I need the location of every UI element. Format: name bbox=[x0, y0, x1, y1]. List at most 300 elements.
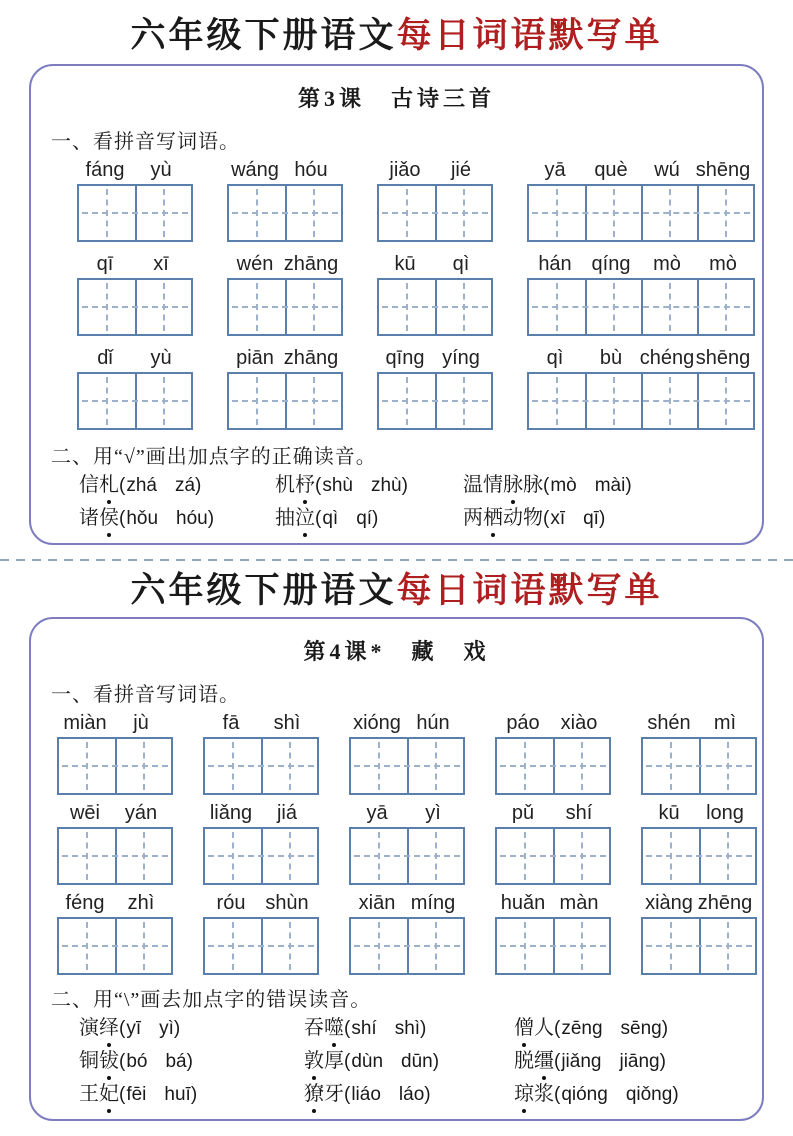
writing-cell bbox=[643, 919, 699, 973]
pinyin-syllables bbox=[349, 711, 461, 735]
open-paren: ( bbox=[315, 474, 322, 496]
writing-grid bbox=[77, 184, 193, 242]
pinyin-syllable: mò bbox=[709, 252, 737, 275]
sheet-type-title-text: 每日词语默写单 bbox=[396, 16, 663, 55]
writing-grid bbox=[203, 827, 319, 885]
pinyin-word-box bbox=[57, 801, 173, 885]
pinyin-options bbox=[554, 1018, 668, 1039]
char: 信 bbox=[79, 473, 99, 496]
pinyin-row bbox=[77, 158, 751, 242]
close-paren: ) bbox=[659, 1050, 666, 1072]
pinyin-syllable: liǎng bbox=[209, 801, 253, 824]
pinyin-syllable: huǎn bbox=[500, 891, 546, 914]
pinyin-option: jiāng bbox=[619, 1050, 660, 1072]
pinyin-syllable: fā bbox=[222, 711, 240, 734]
dotted-char: 僧 bbox=[514, 1014, 534, 1043]
pinyin-syllable: bù bbox=[599, 346, 623, 369]
writing-cell bbox=[379, 186, 435, 240]
pinyin-option: qī bbox=[583, 507, 599, 529]
pinyin-word-box bbox=[495, 801, 611, 885]
pinyin-options bbox=[315, 508, 378, 529]
char: 物 bbox=[523, 506, 543, 529]
writing-grid bbox=[527, 278, 755, 336]
pinyin-option: bó bbox=[126, 1050, 148, 1072]
pinyin-options bbox=[554, 1084, 679, 1105]
pinyin-syllables bbox=[203, 801, 315, 825]
pinyin-syllables bbox=[527, 252, 751, 276]
open-paren: ( bbox=[119, 474, 126, 496]
dictation-word bbox=[79, 507, 119, 529]
pinyin-syllables bbox=[377, 158, 489, 182]
close-paren: ) bbox=[672, 1083, 679, 1105]
grade-title-text: 六年级下册语文 bbox=[130, 570, 397, 610]
writing-cell bbox=[697, 280, 753, 334]
pinyin-syllable: miàn bbox=[63, 711, 107, 734]
dictation-item bbox=[514, 1080, 744, 1109]
writing-cell bbox=[641, 280, 697, 334]
pinyin-syllable: pǔ bbox=[511, 801, 535, 824]
pinyin-word-box bbox=[203, 891, 319, 975]
page-title bbox=[0, 569, 793, 613]
pinyin-syllable: mò bbox=[653, 252, 681, 275]
dotted-char: 敦 bbox=[304, 1047, 324, 1076]
pinyin-word-box bbox=[227, 252, 343, 336]
writing-cell bbox=[59, 829, 115, 883]
pinyin-option: shù bbox=[322, 474, 353, 496]
writing-cell bbox=[585, 374, 641, 428]
open-paren: ( bbox=[543, 507, 550, 529]
pinyin-syllable: long bbox=[706, 801, 744, 824]
pinyin-row bbox=[57, 801, 744, 885]
writing-grid bbox=[349, 917, 465, 975]
pinyin-syllable: shēng bbox=[695, 158, 751, 181]
pinyin-option: zhù bbox=[370, 474, 402, 496]
pinyin-word-box bbox=[377, 158, 493, 242]
writing-cell bbox=[285, 186, 341, 240]
pinyin-syllable: xī bbox=[153, 252, 169, 275]
pinyin-options bbox=[119, 475, 201, 496]
writing-cell bbox=[79, 374, 135, 428]
pinyin-option: zá bbox=[174, 474, 196, 496]
writing-cell bbox=[351, 739, 407, 793]
pinyin-syllables bbox=[227, 252, 339, 276]
pinyin-syllable: xióng bbox=[353, 711, 401, 734]
open-paren: ( bbox=[344, 1017, 351, 1039]
writing-cell bbox=[79, 280, 135, 334]
writing-cell bbox=[529, 374, 585, 428]
pinyin-option: qí bbox=[356, 507, 373, 529]
section-two-label: 二、用“\”画去加点字的错误读音。 bbox=[51, 988, 372, 1011]
lesson-title: 第3课 古诗三首 bbox=[297, 85, 495, 111]
dotted-char: 侯 bbox=[99, 504, 119, 533]
pinyin-syllable: jiá bbox=[276, 801, 297, 824]
open-paren: ( bbox=[344, 1083, 351, 1105]
char: 脱 bbox=[514, 1049, 534, 1072]
dotted-char: 噬 bbox=[324, 1014, 344, 1043]
writing-cell bbox=[205, 829, 261, 883]
close-paren: ) bbox=[372, 507, 379, 529]
close-paren: ) bbox=[661, 1017, 669, 1039]
writing-cell bbox=[351, 829, 407, 883]
open-paren: ( bbox=[554, 1050, 561, 1072]
writing-grid bbox=[349, 737, 465, 795]
writing-cell bbox=[553, 829, 609, 883]
writing-cell bbox=[641, 186, 697, 240]
pinyin-options bbox=[344, 1051, 439, 1072]
pinyin-syllables bbox=[77, 252, 189, 276]
open-paren: ( bbox=[119, 1017, 126, 1039]
dictation-word bbox=[304, 1083, 344, 1105]
pinyin-syllables bbox=[527, 346, 751, 370]
writing-grid bbox=[203, 737, 319, 795]
close-paren: ) bbox=[420, 1017, 427, 1039]
pinyin-option: yì bbox=[159, 1017, 174, 1039]
writing-cell bbox=[529, 280, 585, 334]
dictation-word bbox=[304, 1050, 344, 1072]
writing-grid bbox=[495, 827, 611, 885]
pinyin-syllable: wú bbox=[654, 158, 680, 181]
pinyin-options bbox=[344, 1084, 431, 1105]
pinyin-syllable: róu bbox=[216, 891, 246, 914]
pinyin-word-box bbox=[57, 891, 173, 975]
pinyin-syllables bbox=[641, 801, 753, 825]
close-paren: ) bbox=[432, 1050, 440, 1072]
writing-cell bbox=[135, 374, 191, 428]
writing-cell bbox=[285, 374, 341, 428]
pinyin-syllables bbox=[57, 891, 169, 915]
pinyin-syllable: yù bbox=[150, 158, 172, 181]
pronunciation-items bbox=[79, 471, 744, 533]
pinyin-syllable: míng bbox=[410, 891, 456, 914]
pinyin-syllable: wáng bbox=[231, 158, 279, 181]
dictation-word bbox=[514, 1050, 554, 1072]
pinyin-option: qióng bbox=[561, 1083, 608, 1105]
char: 抽 bbox=[275, 506, 295, 529]
pinyin-word-box bbox=[349, 891, 465, 975]
pinyin-syllable: kū bbox=[658, 801, 680, 824]
pinyin-option: jiǎng bbox=[561, 1050, 602, 1072]
dotted-char: 缰 bbox=[534, 1047, 554, 1076]
pinyin-syllable: màn bbox=[559, 891, 599, 914]
pinyin-word-box bbox=[527, 252, 755, 336]
pinyin-options bbox=[554, 1051, 666, 1072]
pinyin-option: bá bbox=[165, 1050, 187, 1072]
dotted-char: 绎 bbox=[99, 1014, 119, 1043]
writing-grid bbox=[377, 372, 493, 430]
pinyin-syllable: wēi bbox=[69, 801, 100, 824]
writing-grid bbox=[57, 827, 173, 885]
pinyin-option: hǒu bbox=[126, 507, 159, 529]
writing-grid bbox=[227, 184, 343, 242]
char: 诸 bbox=[79, 506, 99, 529]
writing-cell bbox=[135, 280, 191, 334]
close-paren: ) bbox=[186, 1050, 193, 1072]
writing-cell bbox=[641, 374, 697, 428]
pinyin-syllable: yì bbox=[425, 801, 441, 824]
char: 牙 bbox=[324, 1082, 344, 1105]
writing-cell bbox=[205, 919, 261, 973]
pinyin-grid-rows bbox=[77, 158, 751, 430]
writing-grid bbox=[527, 372, 755, 430]
writing-grid bbox=[641, 827, 757, 885]
pinyin-syllable: zhēng bbox=[697, 891, 753, 914]
pinyin-syllable: xiān bbox=[358, 891, 396, 914]
grade-title-text: 六年级下册语文 bbox=[130, 16, 397, 55]
pinyin-word-box bbox=[641, 891, 757, 975]
dictation-item bbox=[79, 471, 275, 500]
writing-grid bbox=[57, 737, 173, 795]
pinyin-syllable: wén bbox=[236, 252, 274, 275]
pinyin-syllable: mì bbox=[713, 711, 737, 734]
dictation-item bbox=[79, 1047, 304, 1076]
pinyin-syllables bbox=[377, 252, 489, 276]
pinyin-syllables bbox=[349, 801, 461, 825]
pinyin-word-box bbox=[77, 158, 193, 242]
writing-cell bbox=[497, 919, 553, 973]
writing-grid bbox=[77, 372, 193, 430]
writing-cell bbox=[407, 739, 463, 793]
dictation-word bbox=[275, 474, 315, 496]
char: 吞 bbox=[304, 1016, 324, 1039]
pinyin-syllables bbox=[495, 801, 607, 825]
dictation-item bbox=[304, 1080, 514, 1109]
char: 机 bbox=[275, 473, 295, 496]
dictation-word bbox=[463, 474, 543, 496]
pinyin-options bbox=[344, 1018, 426, 1039]
pinyin-syllables bbox=[57, 801, 169, 825]
pinyin-option: dūn bbox=[401, 1050, 433, 1072]
open-paren: ( bbox=[543, 474, 550, 496]
writing-grid bbox=[227, 372, 343, 430]
dictation-item bbox=[514, 1014, 744, 1043]
pinyin-syllable: jié bbox=[450, 158, 471, 181]
writing-cell bbox=[407, 919, 463, 973]
pinyin-syllable: yā bbox=[544, 158, 566, 181]
pinyin-word-box bbox=[349, 801, 465, 885]
pinyin-word-box bbox=[227, 158, 343, 242]
dotted-char: 泣 bbox=[295, 504, 315, 533]
pinyin-options bbox=[543, 508, 605, 529]
pinyin-syllable: xiàng bbox=[645, 891, 693, 914]
writing-cell bbox=[115, 829, 171, 883]
pinyin-option: qiǒng bbox=[625, 1083, 673, 1105]
writing-grid bbox=[349, 827, 465, 885]
writing-cell bbox=[115, 739, 171, 793]
dictation-item bbox=[275, 471, 463, 500]
writing-cell bbox=[699, 919, 755, 973]
writing-cell bbox=[699, 829, 755, 883]
close-paren: ) bbox=[207, 507, 215, 529]
char: 两 bbox=[463, 506, 483, 529]
dotted-char: 札 bbox=[99, 471, 119, 500]
pinyin-options bbox=[119, 1018, 180, 1039]
char: 温 bbox=[463, 473, 483, 496]
pinyin-syllable: hán bbox=[538, 252, 572, 275]
writing-cell bbox=[497, 739, 553, 793]
writing-cell bbox=[115, 919, 171, 973]
close-paren: ) bbox=[195, 474, 202, 496]
dotted-char: 钹 bbox=[99, 1047, 119, 1076]
dictation-word bbox=[304, 1017, 344, 1039]
writing-grid bbox=[57, 917, 173, 975]
pinyin-word-box bbox=[527, 158, 755, 242]
dictation-item bbox=[79, 1014, 304, 1043]
pinyin-syllable: zhì bbox=[127, 891, 155, 914]
sheet-type-title-text: 每日词语默写单 bbox=[396, 570, 663, 610]
open-paren: ( bbox=[554, 1017, 561, 1039]
cut-line bbox=[0, 559, 793, 561]
close-paren: ) bbox=[625, 474, 632, 496]
section-one-label: 一、看拼音写词语。 bbox=[51, 130, 240, 153]
writing-cell bbox=[261, 919, 317, 973]
writing-grid bbox=[495, 917, 611, 975]
dictation-word bbox=[275, 507, 315, 529]
char: 王 bbox=[79, 1082, 99, 1105]
char: 铜 bbox=[79, 1049, 99, 1072]
pinyin-option: zēng bbox=[561, 1017, 603, 1039]
pinyin-syllable: zhāng bbox=[283, 252, 339, 275]
pinyin-word-box bbox=[77, 252, 193, 336]
dotted-char: 獠 bbox=[304, 1080, 324, 1109]
dictation-word bbox=[463, 507, 543, 529]
open-paren: ( bbox=[119, 1083, 126, 1105]
pinyin-word-box bbox=[203, 801, 319, 885]
writing-cell bbox=[261, 739, 317, 793]
dictation-word bbox=[79, 1017, 119, 1039]
pinyin-option: shì bbox=[394, 1017, 421, 1039]
pinyin-syllable: zhāng bbox=[283, 346, 339, 369]
char: 厚 bbox=[324, 1049, 344, 1072]
char: 脉 bbox=[523, 473, 543, 496]
pinyin-syllables bbox=[641, 711, 753, 735]
pinyin-options bbox=[315, 475, 408, 496]
close-paren: ) bbox=[598, 507, 606, 529]
pinyin-word-box bbox=[495, 891, 611, 975]
pinyin-syllable: páo bbox=[506, 711, 540, 734]
writing-grid bbox=[227, 278, 343, 336]
open-paren: ( bbox=[344, 1050, 351, 1072]
worksheet-card-lesson4 bbox=[29, 617, 764, 1121]
pinyin-syllable: qì bbox=[452, 252, 470, 275]
writing-cell bbox=[529, 186, 585, 240]
dictation-item bbox=[304, 1047, 514, 1076]
pinyin-syllable: xiào bbox=[560, 711, 598, 734]
writing-cell bbox=[497, 829, 553, 883]
pinyin-syllables bbox=[377, 346, 489, 370]
dictation-word bbox=[514, 1083, 554, 1105]
char: 情 bbox=[483, 473, 503, 496]
dictation-word bbox=[79, 1050, 119, 1072]
pinyin-syllable: dǐ bbox=[97, 346, 113, 369]
pinyin-syllable: piān bbox=[236, 346, 274, 369]
pinyin-word-box bbox=[203, 711, 319, 795]
pinyin-syllable: hún bbox=[416, 711, 450, 734]
pinyin-row bbox=[57, 711, 744, 795]
pinyin-syllable: qì bbox=[546, 346, 564, 369]
pinyin-syllables bbox=[57, 711, 169, 735]
pinyin-option: mò bbox=[550, 474, 577, 496]
writing-grid bbox=[377, 184, 493, 242]
pinyin-syllable: shùn bbox=[265, 891, 309, 914]
pinyin-syllables bbox=[203, 711, 315, 735]
writing-cell bbox=[261, 829, 317, 883]
pinyin-syllable: qíng bbox=[591, 252, 631, 275]
pinyin-syllable: què bbox=[594, 158, 628, 181]
writing-cell bbox=[407, 829, 463, 883]
pinyin-option: huī bbox=[164, 1083, 191, 1105]
pinyin-syllable: kū bbox=[394, 252, 416, 275]
writing-cell bbox=[585, 186, 641, 240]
pinyin-word-box bbox=[377, 252, 493, 336]
pinyin-syllable: jù bbox=[133, 711, 149, 734]
writing-cell bbox=[643, 739, 699, 793]
writing-cell bbox=[435, 374, 491, 428]
pinyin-syllables bbox=[495, 891, 607, 915]
writing-cell bbox=[379, 280, 435, 334]
pinyin-syllable: shén bbox=[647, 711, 691, 734]
pinyin-option: xī bbox=[550, 507, 566, 529]
close-paren: ) bbox=[401, 474, 408, 496]
pinyin-syllables bbox=[641, 891, 753, 915]
writing-cell bbox=[59, 919, 115, 973]
lesson-title: 第4课* 藏 戏 bbox=[303, 638, 490, 664]
writing-grid bbox=[641, 737, 757, 795]
writing-cell bbox=[553, 919, 609, 973]
page-title bbox=[0, 14, 793, 58]
writing-grid bbox=[77, 278, 193, 336]
pinyin-syllables bbox=[77, 346, 189, 370]
writing-cell bbox=[229, 280, 285, 334]
pinyin-syllables bbox=[495, 711, 607, 735]
pinyin-options bbox=[119, 508, 214, 529]
char: 演 bbox=[79, 1016, 99, 1039]
worksheet-card-lesson3 bbox=[29, 64, 764, 545]
writing-grid bbox=[377, 278, 493, 336]
pinyin-syllables bbox=[227, 158, 339, 182]
dictation-word bbox=[79, 474, 119, 496]
char: 浆 bbox=[534, 1082, 554, 1105]
pinyin-syllable: yù bbox=[150, 346, 172, 369]
pinyin-option: hóu bbox=[176, 507, 208, 529]
char: 人 bbox=[534, 1016, 554, 1039]
writing-cell bbox=[229, 374, 285, 428]
dictation-item bbox=[79, 504, 275, 533]
pinyin-syllable: chéng bbox=[639, 346, 695, 369]
pinyin-syllables bbox=[203, 891, 315, 915]
writing-grid bbox=[203, 917, 319, 975]
writing-cell bbox=[285, 280, 341, 334]
pinyin-option: fēi bbox=[126, 1083, 147, 1105]
pinyin-option: shí bbox=[351, 1017, 377, 1039]
writing-cell bbox=[59, 739, 115, 793]
pinyin-option: yī bbox=[126, 1017, 142, 1039]
writing-cell bbox=[643, 829, 699, 883]
pinyin-syllable: shì bbox=[273, 711, 301, 734]
pinyin-syllable: féng bbox=[65, 891, 105, 914]
pinyin-syllables bbox=[349, 891, 461, 915]
close-paren: ) bbox=[190, 1083, 198, 1105]
open-paren: ( bbox=[315, 507, 322, 529]
pinyin-word-box bbox=[77, 346, 193, 430]
writing-cell bbox=[553, 739, 609, 793]
dotted-char: 妃 bbox=[99, 1080, 119, 1109]
pinyin-word-box bbox=[57, 711, 173, 795]
dotted-char: 杼 bbox=[295, 471, 315, 500]
writing-cell bbox=[435, 280, 491, 334]
writing-grid bbox=[641, 917, 757, 975]
pinyin-option: sēng bbox=[620, 1017, 662, 1039]
dictation-word bbox=[514, 1017, 554, 1039]
